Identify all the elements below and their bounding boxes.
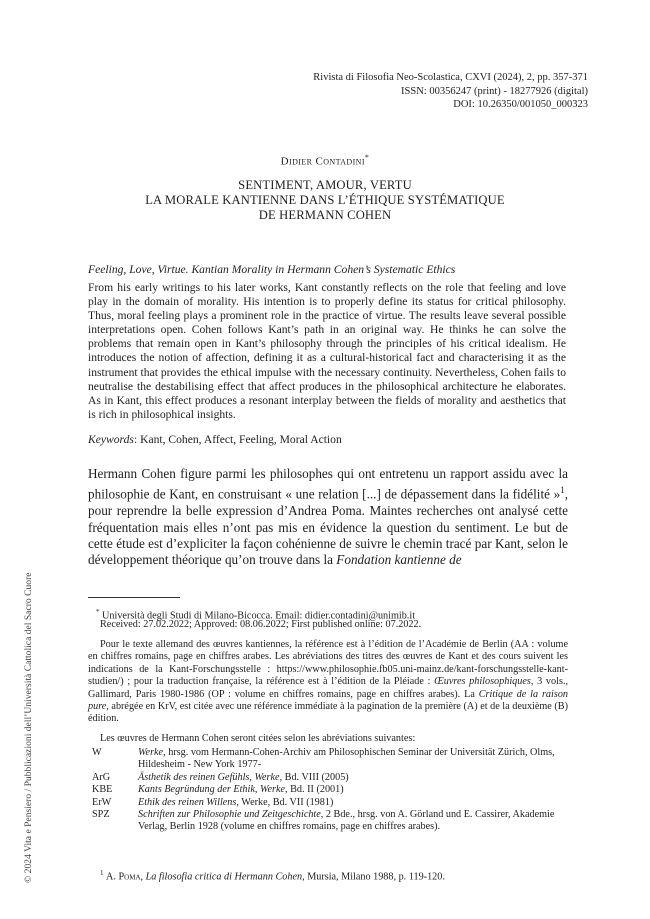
editions-italic-a: Œuvres philosophiques: [434, 676, 531, 688]
abbr-key: KBE: [92, 784, 113, 796]
abbr-details: , 2 Bde., hrsg. von A. Görland und E. Cassirer, Akademie Verlag, Berlin 1928 (volume en chiffres romains, page en chiffres arabes).: [138, 809, 555, 833]
article-title: [0, 178, 650, 224]
abbr-title: Ethik des reinen Willens: [138, 796, 237, 808]
author-line: [0, 153, 650, 168]
footnote-1-author: A. Poma: [106, 871, 141, 883]
footnote-1-details: , Mursia, Milano 1988, p. 119-120.: [302, 871, 445, 883]
footnote-1: $^1$ A. Poma, La filosofia critica di Hermann Cohen, Mursia, Milano 1988, p. 119-120.: [100, 869, 445, 883]
keywords-label: Keywords: [88, 433, 134, 446]
footnote-1-number: 1: [100, 869, 104, 877]
title-line-3: DE HERMANN COHEN: [258, 208, 392, 223]
abbr-details: , hrsg. vom Hermann-Cohen-Archiv am Philosophischen Seminar der Universität Zürich, Olms, Hildesheim - New York 1977-: [138, 747, 555, 771]
cohen-abbr-intro: Les œuvres de Hermann Cohen seront citées selon les abréviations suivantes:: [100, 733, 416, 744]
abbr-key: ArG: [92, 771, 111, 783]
abbreviation-list: [92, 747, 568, 834]
dates-note: Received: 27.02.2022; Approved: 08.06.2022; First published online: 07.2022.: [100, 619, 422, 630]
body-text-1: Hermann Cohen figure parmi les philosophes qui ont entretenu un rapport assidu avec la philosophie de Kant, en construisant « une relation [...] de dépassement dans la fidélité »: [88, 466, 568, 502]
editions-note: [88, 639, 568, 726]
keywords-values: : Kant, Cohen, Affect, Feeling, Moral Action: [133, 433, 342, 446]
abbr-title: Schriften zur Philosophie und Zeitgeschichte: [138, 809, 321, 821]
abbr-value: [138, 809, 568, 834]
author-footnote-mark: *: [364, 153, 370, 162]
abstract: From his early writings to his later works, Kant constantly reflects on the role that feeling and love play in the domain of morality. His intention is to properly define its status for critical philosophy. Thus, moral feeling plays a prominent role in the practice of virtue. The results leave several possible interpretations open. Cohen follows Kant’s path in an original way. He thinks he can solve the problems that remain open in Kant’s philosophy through the principles of his critical idealism. He introduces the notion of affection, defining it as a cultural-historical fact and characterising it as the instrument that provides the ethical impulse with the necessary continuity. Nevertheless, Cohen fails to neutralise the destabilising effect that affect produces in the philosophical architecture he elaborates. As in Kant, this effect produces a resonant interplay between the fields of morality and aesthetics that is rich in philosophical insights.: [88, 281, 566, 421]
keywords: [88, 433, 566, 446]
abbr-details: , Bd. VIII (2005): [279, 771, 349, 783]
abbr-row: [92, 784, 568, 796]
english-title: Feeling, Love, Virtue. Kantian Morality in Hermann Cohen’s Systematic Ethics: [88, 263, 456, 276]
abbr-title: Werke: [138, 747, 164, 758]
editions-italic-b: Critique de la raison pure: [88, 688, 569, 713]
editions-text-a: Pour le texte allemand des œuvres kantiennes, la référence est à l’édition de l’Académie de Berlin (AA : volume en chiffres romains, page en chiffres arabes. Les abréviations des titres des œuvres de Kant et des cours suivent les indications de la Kant-Forschungsstelle : https://www.philosophie.fb05.uni-mainz.de/kant-forschungsstelle-kant-studien/) ; pour la traduction française, la référence est à l’édition de la Pléiade :: [88, 639, 568, 688]
title-line-2: LA MORALE KANTIENNE DANS L’ÉTHIQUE SYSTÉMATIQUE: [145, 193, 505, 208]
abbr-title: Kants Begründung der Ethik, Werke: [138, 784, 286, 796]
copyright-side-note: © 2024 Vita e Pensiero / Pubblicazioni dell’Università Cattolica del Sacro Cuore: [23, 572, 34, 883]
editions-text-b: , 3 vols., Gallimard, Paris 1980-1986 (OP : volume en chiffres romains, page en chiffres arabes). La: [88, 676, 568, 700]
abbr-title: Ästhetik des reinen Gefühls, Werke: [138, 771, 280, 783]
issn: ISSN: 00356247 (print) - 18277926 (digital): [401, 85, 588, 97]
abbr-details: , Bd. II (2001): [285, 784, 344, 796]
footnote-divider: [88, 597, 180, 598]
abbr-row: [92, 747, 568, 772]
affiliation-mark: *: [96, 608, 100, 616]
footnote-ref-1: 1: [560, 485, 565, 496]
abbr-details: , Werke, Bd. VII (1981): [236, 796, 334, 808]
abbr-value: [138, 784, 568, 796]
footnote-1-title: La filosofia critica di Hermann Cohen: [145, 871, 303, 883]
affiliation-text: Università degli Studi di Milano-Bicocca. Email: didier.contadini@unimib.it: [99, 610, 416, 622]
abbr-key: ErW: [92, 796, 112, 808]
editions-text-c: , abrégée en KrV, est citée avec une référence immédiate à la pagination de la première (A) et de la deuxième (B) édition.: [88, 701, 568, 725]
title-line-1: SENTIMENT, AMOUR, VERTU: [238, 178, 412, 192]
abbr-key: SPZ: [92, 809, 110, 821]
abbr-row: [92, 797, 568, 809]
doi: DOI: 10.26350/001050_000323: [453, 99, 588, 111]
abbr-value: [138, 772, 568, 784]
abbr-row: [92, 809, 568, 834]
abbr-value: [138, 797, 568, 809]
author-name: Didier Contadini: [280, 155, 365, 168]
journal-citation: Rivista di Filosofia Neo-Scolastica, CXVI (2024), 2, pp. 357-371: [313, 72, 588, 83]
abbr-row: [92, 772, 568, 784]
abbr-value: [138, 747, 568, 772]
body-paragraph: [88, 466, 568, 569]
journal-header: [313, 71, 588, 112]
body-text-2: , pour reprendre la belle expression d’Andrea Poma. Maintes recherches ont analysé cette fréquentation mais elles n’ont pas mis en évidence la question du sentiment. Le but de cette étude est d’expliciter la façon cohénienne de suivre le chemin tracé par Kant, selon le développement théorique qu’on trouve dans la: [88, 486, 568, 568]
body-text-italic: Fondation kantienne de: [336, 552, 462, 568]
abbr-key: W: [92, 747, 102, 758]
